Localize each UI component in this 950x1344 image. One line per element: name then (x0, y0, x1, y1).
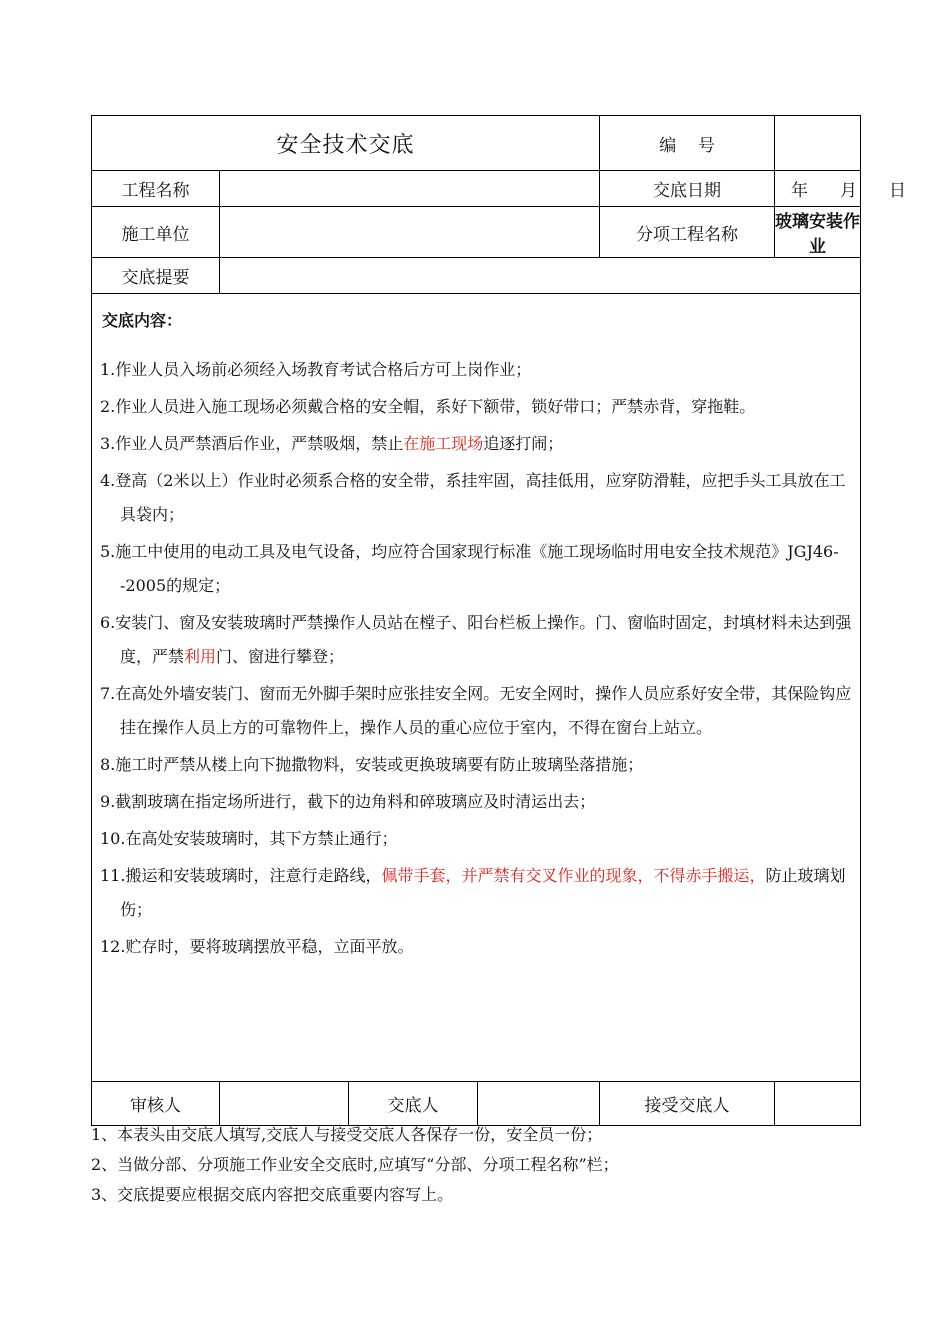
content-row (92, 294, 861, 1082)
footer-notes (91, 1120, 871, 1210)
item-text: 5.施工中使用的电动工具及电气设备，均应符合国家现行标准《施工现场临时用电安全技术规范》JGJ46--2005的规定； (100, 542, 839, 595)
content-item (100, 822, 852, 856)
item-text: 2.作业人员进入施工现场必须戴合格的安全帽，系好下额带，锁好带口；严禁赤背，穿拖鞋。 (100, 397, 756, 416)
footer-note: 2、当做分部、分项施工作业安全交底时,应填写“分部、分项工程名称”栏； (91, 1155, 619, 1174)
item-text: 追逐打闹； (483, 434, 564, 453)
signature-row (92, 1082, 861, 1126)
item-text: 6.安装门、窗及安装玻璃时严禁操作人员站在樘子、阳台栏板上操作。门、窗临时固定，封填材料未达到强度，严禁 (100, 613, 852, 666)
date-value (775, 171, 907, 207)
item-text: 防止玻璃划伤； (120, 866, 846, 919)
item-text: 10.在高处安装玻璃时，其下方禁止通行； (100, 829, 398, 848)
date-label: 交底日期 (600, 171, 775, 207)
date-day: 日 (889, 181, 907, 201)
number-value (775, 116, 861, 171)
item-text: 9.截割玻璃在指定场所进行，截下的边角料和碎玻璃应及时清运出去； (100, 792, 596, 811)
highlighted-text: 在施工现场 (403, 434, 484, 453)
date-year: 年 (791, 181, 809, 201)
highlighted-text: 利用 (184, 647, 217, 666)
subproject-value: 玻璃安装作业 (775, 207, 861, 258)
summary-label: 交底提要 (92, 258, 220, 294)
content-item (100, 748, 852, 782)
project-row (92, 171, 861, 207)
form-title: 安全技术交底 (92, 116, 600, 171)
content-item (100, 606, 852, 674)
item-text: 1.作业人员入场前必须经入场教育考试合格后方可上岗作业； (100, 360, 532, 379)
project-name-label: 工程名称 (92, 171, 220, 207)
item-text: 3.作业人员严禁酒后作业，严禁吸烟，禁止 (100, 434, 404, 453)
receiver-value (775, 1082, 861, 1126)
content-item (100, 535, 852, 603)
item-text: 4.登高（2米以上）作业时必须系合格的安全带，系挂牢固，高挂低用，应穿防滑鞋，应把手头工具放在工具袋内； (100, 471, 846, 524)
summary-row (92, 258, 861, 294)
content-item (100, 390, 852, 424)
item-text: 12.贮存时，要将玻璃摆放平稳，立面平放。 (100, 937, 414, 956)
number-label: 编 号 (600, 116, 775, 171)
content-item (100, 859, 852, 927)
summary-value (220, 258, 861, 294)
footer-note: 3、交底提要应根据交底内容把交底重要内容写上。 (91, 1185, 454, 1204)
subproject-label: 分项工程名称 (600, 207, 775, 258)
content-cell (92, 294, 861, 1082)
receiver-label: 接受交底人 (600, 1082, 775, 1126)
content-heading: 交底内容： (102, 311, 183, 330)
unit-label: 施工单位 (92, 207, 220, 258)
highlighted-text: 佩带手套，并严禁有交叉作业的现象，不得赤手搬运， (381, 866, 766, 885)
item-text: 7.在高处外墙安装门、窗而无外脚手架时应张挂安全网。无安全网时，操作人员应系好安全带，其保险钩应挂在操作人员上方的可靠物件上，操作人员的重心应位于室内，不得在窗台上站立。 (100, 684, 852, 737)
item-text: 门、窗进行攀登； (216, 647, 345, 666)
content-item (100, 464, 852, 532)
discloser-label: 交底人 (349, 1082, 478, 1126)
content-item (100, 427, 852, 461)
unit-value (220, 207, 600, 258)
item-text: 8.施工时严禁从楼上向下抛撒物料，安装或更换玻璃要有防止玻璃坠落措施； (100, 755, 644, 774)
discloser-value (478, 1082, 600, 1126)
reviewer-value (220, 1082, 349, 1126)
content-item (100, 930, 852, 964)
date-month: 月 (840, 181, 858, 201)
header-row (92, 116, 861, 171)
reviewer-label: 审核人 (92, 1082, 220, 1126)
content-items (100, 353, 852, 964)
safety-briefing-form (91, 115, 907, 1126)
content-item (100, 677, 852, 745)
content-item (100, 785, 852, 819)
project-name-value (220, 171, 600, 207)
content-item (100, 353, 852, 387)
unit-row (92, 207, 861, 258)
item-text: 11.搬运和安装玻璃时，注意行走路线， (100, 866, 382, 885)
footer-note: 1、本表头由交底人填写,交底人与接受交底人各保存一份，安全员一份； (91, 1125, 603, 1144)
